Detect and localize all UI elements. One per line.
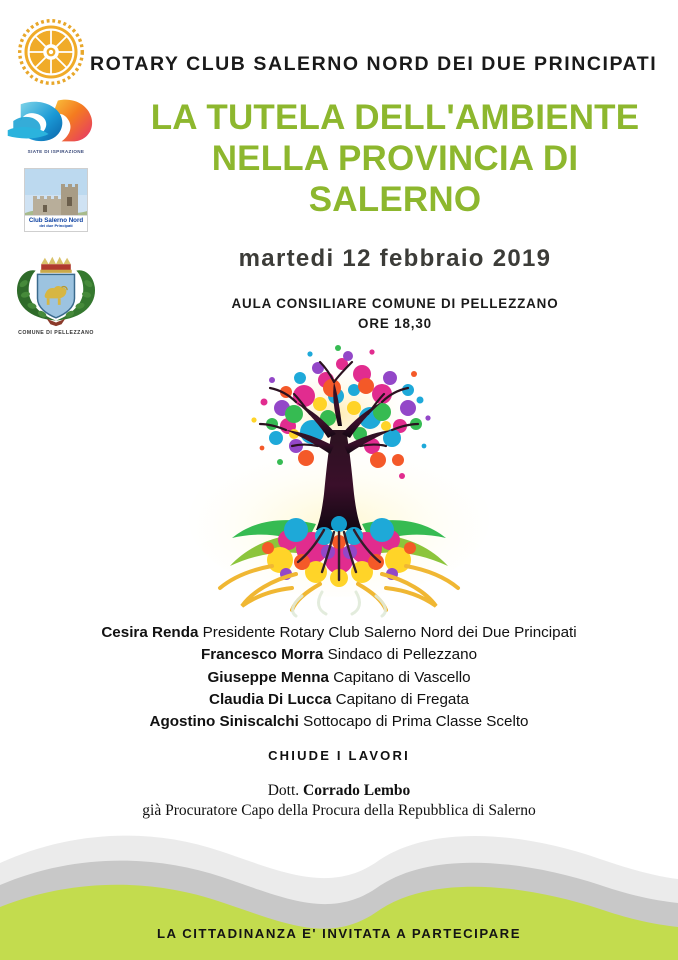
closing-subtitle: già Procuratore Capo della Procura della Repubblica di Salerno [142, 802, 536, 819]
club-salerno-nord-logo [0, 168, 112, 232]
speaker-role: Sindaco di Pellezzano [327, 646, 478, 664]
rotary-theme-logo [0, 95, 112, 154]
footer-invitation: LA CITTADINANZA E' INVITATA A PARTECIPARE [156, 926, 521, 941]
speaker-row [40, 622, 638, 644]
speaker-name: Cesira Renda [101, 624, 199, 641]
speaker-role: Capitano di Fregata [335, 691, 470, 709]
club-name-line2: dei due Principati [39, 223, 73, 229]
wave-swoosh-icon [0, 95, 112, 147]
speaker-row [40, 689, 638, 711]
speaker-role: Capitano di Vascello [333, 668, 471, 686]
venue-time: ORE 18,30 [358, 316, 432, 331]
venue-block [112, 296, 678, 331]
sponsor-logo-column [0, 95, 112, 346]
title-line-2: NELLA PROVINCIA DI [211, 138, 579, 178]
comune-caption: COMUNE DI PELLEZZANO [18, 330, 94, 336]
title-line-3: SALERNO [308, 179, 482, 219]
speaker-row [40, 667, 638, 689]
event-date: martedi 12 febbraio 2019 [238, 244, 552, 272]
venue-place: AULA CONSILIARE COMUNE DI PELLEZZANO [231, 296, 559, 311]
comune-pellezzano-logo [0, 254, 112, 336]
speaker-role: Sottocapo di Prima Classe Scelto [303, 713, 529, 731]
organization-title: ROTARY CLUB SALERNO NORD DEI DUE PRINCIPATI [90, 53, 658, 75]
closing-heading: CHIUDE I LAVORI [268, 748, 410, 763]
title-line-1: LA TUTELA DELL'AMBIENTE [150, 98, 640, 137]
speaker-name: Giuseppe Menna [207, 668, 329, 686]
colorful-tree-of-life-illustration [176, 334, 502, 618]
title-block [112, 98, 678, 273]
rotary-theme-caption: SIATE DI ISPIRAZIONE [27, 149, 85, 154]
rotary-wheel-icon [17, 18, 85, 86]
poster-header [0, 16, 678, 90]
coat-of-arms-icon [0, 254, 112, 328]
speakers-list [40, 622, 638, 734]
speaker-name: Francesco Morra [200, 646, 324, 664]
closing-person [40, 782, 638, 800]
speaker-row [40, 644, 638, 666]
closing-block [40, 748, 638, 820]
closing-honorific: Dott. [267, 782, 304, 799]
speaker-role: Presidente Rotary Club Salerno Nord dei Due Principati [202, 624, 577, 641]
club-name-line1: Club Salerno Nord [28, 217, 84, 225]
speaker-name: Claudia Di Lucca [208, 691, 332, 709]
speaker-name: Agostino Siniscalchi [149, 713, 299, 731]
speaker-row [40, 711, 638, 733]
closing-name: Corrado Lembo [303, 782, 411, 799]
